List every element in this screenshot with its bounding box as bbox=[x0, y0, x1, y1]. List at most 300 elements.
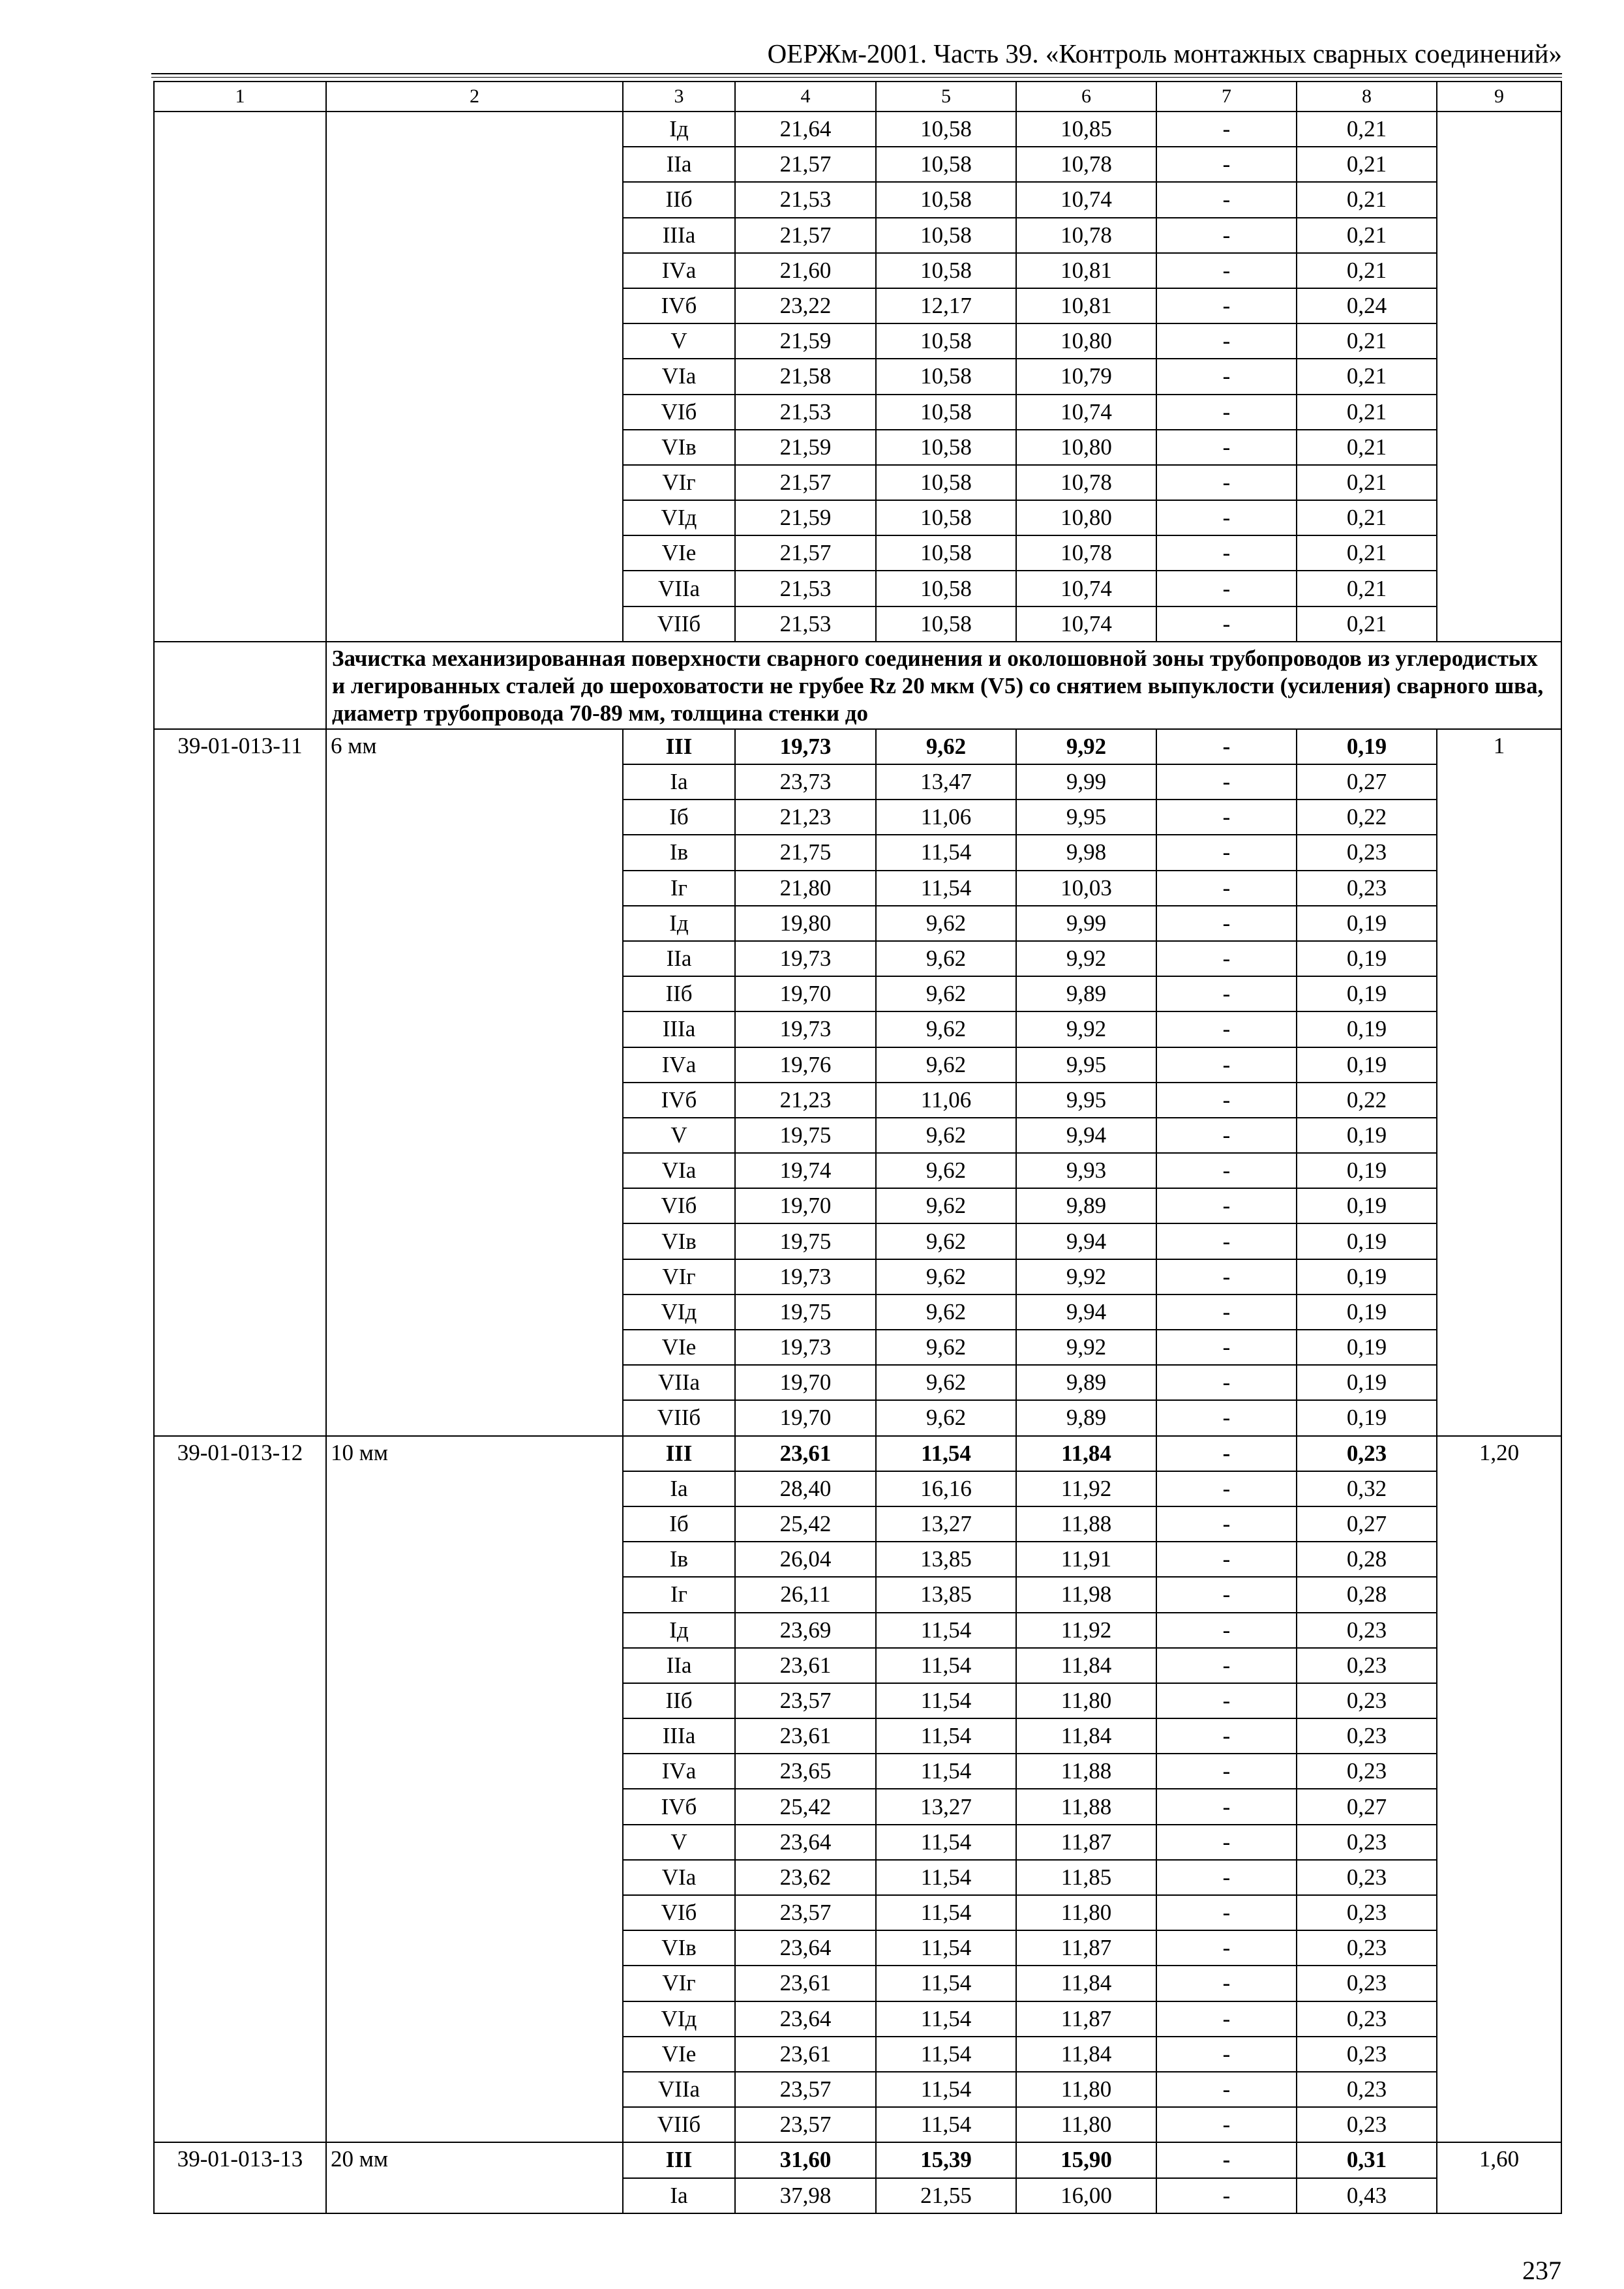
value-cell: 0,23 bbox=[1297, 1930, 1437, 1966]
table-row bbox=[154, 430, 1561, 465]
value-cell: 10,58 bbox=[876, 500, 1016, 535]
value-cell: 9,62 bbox=[876, 906, 1016, 941]
page-number: 237 bbox=[1522, 2256, 1561, 2285]
value-cell: - bbox=[1156, 2001, 1297, 2037]
value-cell: 0,21 bbox=[1297, 606, 1437, 642]
value-cell: 10,74 bbox=[1016, 606, 1156, 642]
value-cell: 23,57 bbox=[735, 2072, 876, 2107]
value-cell: 16,16 bbox=[876, 1471, 1016, 1506]
value-cell: 0,19 bbox=[1297, 1223, 1437, 1259]
value-cell: - bbox=[1156, 571, 1297, 606]
table-row bbox=[154, 288, 1561, 323]
value-cell: 10,58 bbox=[876, 147, 1016, 182]
unit-cell bbox=[1437, 1047, 1561, 1083]
code-cell bbox=[154, 941, 326, 976]
value-cell: 0,23 bbox=[1297, 1966, 1437, 2001]
value-cell: VIIб bbox=[623, 606, 735, 642]
value-cell: 37,98 bbox=[735, 2178, 876, 2213]
value-cell: - bbox=[1156, 1789, 1297, 1824]
value-cell: Iб bbox=[623, 1506, 735, 1542]
value-cell: 0,23 bbox=[1297, 2107, 1437, 2142]
value-cell: 23,69 bbox=[735, 1613, 876, 1648]
code-cell bbox=[154, 1506, 326, 1542]
table-row bbox=[154, 218, 1561, 253]
value-cell: 21,53 bbox=[735, 395, 876, 430]
value-cell: III bbox=[623, 729, 735, 764]
value-cell: Iд bbox=[623, 1613, 735, 1648]
column-number-cell: 8 bbox=[1297, 82, 1437, 112]
table-row bbox=[154, 1930, 1561, 1966]
value-cell: 0,21 bbox=[1297, 571, 1437, 606]
value-cell: - bbox=[1156, 2178, 1297, 2213]
unit-cell bbox=[1437, 1400, 1561, 1435]
value-cell: 10,58 bbox=[876, 359, 1016, 394]
column-number-cell: 3 bbox=[623, 82, 735, 112]
value-cell: 11,84 bbox=[1016, 1718, 1156, 1754]
value-cell: 11,80 bbox=[1016, 2107, 1156, 2142]
value-cell: 10,79 bbox=[1016, 359, 1156, 394]
table-row bbox=[154, 253, 1561, 288]
unit-cell bbox=[1437, 1683, 1561, 1718]
value-cell: - bbox=[1156, 871, 1297, 906]
code-cell bbox=[154, 1047, 326, 1083]
value-cell: 19,73 bbox=[735, 1259, 876, 1294]
value-cell: Iа bbox=[623, 1471, 735, 1506]
value-cell: 0,23 bbox=[1297, 1718, 1437, 1754]
description-cell bbox=[326, 1648, 623, 1683]
value-cell: VIа bbox=[623, 1153, 735, 1188]
value-cell: - bbox=[1156, 288, 1297, 323]
table-row bbox=[154, 1223, 1561, 1259]
table-row bbox=[154, 2037, 1561, 2072]
value-cell: 10,03 bbox=[1016, 871, 1156, 906]
code-cell bbox=[154, 1577, 326, 1612]
value-cell: 0,21 bbox=[1297, 500, 1437, 535]
value-cell: 9,92 bbox=[1016, 1259, 1156, 1294]
value-cell: 13,47 bbox=[876, 764, 1016, 800]
unit-cell bbox=[1437, 1118, 1561, 1153]
value-cell: VIг bbox=[623, 1259, 735, 1294]
value-cell: 12,17 bbox=[876, 288, 1016, 323]
unit-cell bbox=[1437, 1648, 1561, 1683]
value-cell: 0,27 bbox=[1297, 1506, 1437, 1542]
unit-cell bbox=[1437, 395, 1561, 430]
description-cell bbox=[326, 800, 623, 835]
value-cell: - bbox=[1156, 1047, 1297, 1083]
value-cell: 0,23 bbox=[1297, 1613, 1437, 1648]
value-cell: 10,74 bbox=[1016, 395, 1156, 430]
code-cell bbox=[154, 800, 326, 835]
value-cell: - bbox=[1156, 359, 1297, 394]
value-cell: - bbox=[1156, 2142, 1297, 2177]
table-row bbox=[154, 1153, 1561, 1188]
description-cell bbox=[326, 1966, 623, 2001]
description-cell: 10 мм bbox=[326, 1436, 623, 1471]
value-cell: 11,88 bbox=[1016, 1789, 1156, 1824]
value-cell: 11,54 bbox=[876, 835, 1016, 870]
value-cell: - bbox=[1156, 1188, 1297, 1223]
value-cell: 26,11 bbox=[735, 1577, 876, 1612]
value-cell: 11,85 bbox=[1016, 1860, 1156, 1895]
value-cell: 19,80 bbox=[735, 906, 876, 941]
value-cell: 0,21 bbox=[1297, 112, 1437, 147]
table-row bbox=[154, 1471, 1561, 1506]
description-cell bbox=[326, 1047, 623, 1083]
value-cell: - bbox=[1156, 976, 1297, 1011]
code-cell bbox=[154, 764, 326, 800]
value-cell: - bbox=[1156, 323, 1297, 359]
table-row bbox=[154, 906, 1561, 941]
table-row bbox=[154, 1259, 1561, 1294]
value-cell: 9,99 bbox=[1016, 906, 1156, 941]
value-cell: 13,85 bbox=[876, 1542, 1016, 1577]
header-rule bbox=[151, 73, 1562, 74]
unit-cell bbox=[1437, 253, 1561, 288]
table-row bbox=[154, 395, 1561, 430]
value-cell: 10,78 bbox=[1016, 535, 1156, 571]
value-cell: 11,98 bbox=[1016, 1577, 1156, 1612]
value-cell: 10,58 bbox=[876, 323, 1016, 359]
value-cell: 11,84 bbox=[1016, 1966, 1156, 2001]
description-cell bbox=[326, 218, 623, 253]
value-cell: 0,21 bbox=[1297, 465, 1437, 500]
table-row bbox=[154, 182, 1561, 217]
value-cell: - bbox=[1156, 941, 1297, 976]
value-cell: VIд bbox=[623, 2001, 735, 2037]
value-cell: - bbox=[1156, 1083, 1297, 1118]
value-cell: 0,27 bbox=[1297, 764, 1437, 800]
code-cell bbox=[154, 1118, 326, 1153]
value-cell: VIв bbox=[623, 1223, 735, 1259]
description-cell bbox=[326, 1613, 623, 1648]
value-cell: - bbox=[1156, 800, 1297, 835]
value-cell: IIб bbox=[623, 1683, 735, 1718]
table-row bbox=[154, 359, 1561, 394]
code-cell bbox=[154, 1860, 326, 1895]
value-cell: 0,28 bbox=[1297, 1542, 1437, 1577]
unit-cell bbox=[1437, 1613, 1561, 1648]
value-cell: 11,54 bbox=[876, 2037, 1016, 2072]
value-cell: 9,89 bbox=[1016, 976, 1156, 1011]
value-cell: 0,19 bbox=[1297, 1047, 1437, 1083]
value-cell: 11,54 bbox=[876, 1825, 1016, 1860]
value-cell: 11,87 bbox=[1016, 1825, 1156, 1860]
description-cell bbox=[326, 1365, 623, 1400]
description-cell bbox=[326, 2001, 623, 2037]
value-cell: - bbox=[1156, 1153, 1297, 1188]
value-cell: 11,06 bbox=[876, 1083, 1016, 1118]
value-cell: V bbox=[623, 1825, 735, 1860]
description-cell bbox=[326, 182, 623, 217]
value-cell: 9,62 bbox=[876, 1188, 1016, 1223]
unit-cell bbox=[1437, 1860, 1561, 1895]
description-cell bbox=[326, 1930, 623, 1966]
value-cell: IVб bbox=[623, 288, 735, 323]
value-cell: Iг bbox=[623, 1577, 735, 1612]
code-cell bbox=[154, 112, 326, 147]
value-cell: 0,19 bbox=[1297, 1011, 1437, 1047]
value-cell: 10,80 bbox=[1016, 323, 1156, 359]
value-cell: Iа bbox=[623, 2178, 735, 2213]
description-cell bbox=[326, 1825, 623, 1860]
value-cell: 9,95 bbox=[1016, 800, 1156, 835]
code-cell bbox=[154, 1613, 326, 1648]
code-cell bbox=[154, 1259, 326, 1294]
value-cell: 9,94 bbox=[1016, 1223, 1156, 1259]
value-cell: Iв bbox=[623, 835, 735, 870]
unit-cell bbox=[1437, 430, 1561, 465]
value-cell: - bbox=[1156, 1400, 1297, 1435]
value-cell: 19,75 bbox=[735, 1223, 876, 1259]
code-cell bbox=[154, 1223, 326, 1259]
code-cell: 39-01-013-13 bbox=[154, 2142, 326, 2177]
value-cell: 0,27 bbox=[1297, 1789, 1437, 1824]
value-cell: 21,59 bbox=[735, 430, 876, 465]
value-cell: VIд bbox=[623, 1294, 735, 1330]
code-cell bbox=[154, 1718, 326, 1754]
description-cell bbox=[326, 871, 623, 906]
value-cell: 0,19 bbox=[1297, 1294, 1437, 1330]
code-cell bbox=[154, 1895, 326, 1930]
table-row bbox=[154, 976, 1561, 1011]
table-row bbox=[154, 1613, 1561, 1648]
value-cell: VIв bbox=[623, 1930, 735, 1966]
unit-cell bbox=[1437, 976, 1561, 1011]
unit-cell bbox=[1437, 1895, 1561, 1930]
value-cell: 21,57 bbox=[735, 218, 876, 253]
value-cell: 11,54 bbox=[876, 1683, 1016, 1718]
value-cell: - bbox=[1156, 1648, 1297, 1683]
section-heading-row bbox=[154, 642, 1561, 729]
value-cell: 10,58 bbox=[876, 606, 1016, 642]
value-cell: 0,23 bbox=[1297, 1860, 1437, 1895]
value-cell: 19,73 bbox=[735, 1330, 876, 1365]
value-cell: 9,89 bbox=[1016, 1365, 1156, 1400]
value-cell: - bbox=[1156, 1718, 1297, 1754]
table-row bbox=[154, 1047, 1561, 1083]
code-cell bbox=[154, 1153, 326, 1188]
value-cell: 23,64 bbox=[735, 1825, 876, 1860]
description-cell bbox=[326, 835, 623, 870]
table-row bbox=[154, 1754, 1561, 1789]
table-row bbox=[154, 941, 1561, 976]
value-cell: IIа bbox=[623, 147, 735, 182]
value-cell: 9,62 bbox=[876, 1365, 1016, 1400]
code-cell bbox=[154, 871, 326, 906]
table-row bbox=[154, 1506, 1561, 1542]
description-cell bbox=[326, 430, 623, 465]
code-cell: 39-01-013-12 bbox=[154, 1436, 326, 1471]
value-cell: - bbox=[1156, 1966, 1297, 2001]
unit-cell bbox=[1437, 2072, 1561, 2107]
unit-cell bbox=[1437, 571, 1561, 606]
value-cell: - bbox=[1156, 1754, 1297, 1789]
description-cell bbox=[326, 147, 623, 182]
code-cell bbox=[154, 2037, 326, 2072]
code-cell bbox=[154, 1966, 326, 2001]
value-cell: IIIа bbox=[623, 1718, 735, 1754]
value-cell: 23,57 bbox=[735, 1683, 876, 1718]
unit-cell bbox=[1437, 2037, 1561, 2072]
value-cell: 10,78 bbox=[1016, 218, 1156, 253]
value-cell: - bbox=[1156, 1542, 1297, 1577]
description-cell bbox=[326, 976, 623, 1011]
unit-cell bbox=[1437, 500, 1561, 535]
value-cell: 10,58 bbox=[876, 395, 1016, 430]
value-cell: 0,19 bbox=[1297, 1259, 1437, 1294]
description-cell bbox=[326, 1718, 623, 1754]
value-cell: 0,19 bbox=[1297, 729, 1437, 764]
unit-cell bbox=[1437, 2107, 1561, 2142]
table-row bbox=[154, 1436, 1561, 1471]
value-cell: - bbox=[1156, 430, 1297, 465]
table-row bbox=[154, 1294, 1561, 1330]
table-row bbox=[154, 606, 1561, 642]
value-cell: Iд bbox=[623, 906, 735, 941]
unit-cell bbox=[1437, 1153, 1561, 1188]
value-cell: 0,19 bbox=[1297, 976, 1437, 1011]
description-cell bbox=[326, 1083, 623, 1118]
value-cell: 10,80 bbox=[1016, 430, 1156, 465]
value-cell: IVа bbox=[623, 253, 735, 288]
value-cell: 21,58 bbox=[735, 359, 876, 394]
value-cell: 0,23 bbox=[1297, 2072, 1437, 2107]
value-cell: VIа bbox=[623, 359, 735, 394]
description-cell bbox=[326, 1789, 623, 1824]
value-cell: 21,75 bbox=[735, 835, 876, 870]
value-cell: - bbox=[1156, 1436, 1297, 1471]
description-cell bbox=[326, 253, 623, 288]
value-cell: 0,21 bbox=[1297, 182, 1437, 217]
value-cell: 9,95 bbox=[1016, 1083, 1156, 1118]
value-cell: - bbox=[1156, 2107, 1297, 2142]
table-row bbox=[154, 2001, 1561, 2037]
value-cell: IVб bbox=[623, 1083, 735, 1118]
table-row bbox=[154, 1895, 1561, 1930]
value-cell: - bbox=[1156, 253, 1297, 288]
column-number-cell: 9 bbox=[1437, 82, 1561, 112]
value-cell: IVа bbox=[623, 1047, 735, 1083]
value-cell: 23,61 bbox=[735, 2037, 876, 2072]
value-cell: - bbox=[1156, 1365, 1297, 1400]
value-cell: VIд bbox=[623, 500, 735, 535]
value-cell: 23,73 bbox=[735, 764, 876, 800]
value-cell: 10,58 bbox=[876, 571, 1016, 606]
code-cell bbox=[154, 1825, 326, 1860]
value-cell: IIа bbox=[623, 1648, 735, 1683]
value-cell: - bbox=[1156, 182, 1297, 217]
value-cell: 0,21 bbox=[1297, 535, 1437, 571]
value-cell: 10,58 bbox=[876, 182, 1016, 217]
value-cell: 9,94 bbox=[1016, 1118, 1156, 1153]
value-cell: IIIа bbox=[623, 218, 735, 253]
value-cell: 23,62 bbox=[735, 1860, 876, 1895]
code-cell bbox=[154, 2107, 326, 2142]
unit-cell bbox=[1437, 1259, 1561, 1294]
value-cell: 9,62 bbox=[876, 1400, 1016, 1435]
value-cell: 0,43 bbox=[1297, 2178, 1437, 2213]
value-cell: 19,73 bbox=[735, 941, 876, 976]
value-cell: - bbox=[1156, 535, 1297, 571]
unit-cell bbox=[1437, 218, 1561, 253]
value-cell: - bbox=[1156, 147, 1297, 182]
description-cell bbox=[326, 2072, 623, 2107]
value-cell: 10,58 bbox=[876, 218, 1016, 253]
value-cell: 11,54 bbox=[876, 1718, 1016, 1754]
code-cell bbox=[154, 1471, 326, 1506]
value-cell: 19,76 bbox=[735, 1047, 876, 1083]
value-cell: IIа bbox=[623, 941, 735, 976]
table-row bbox=[154, 535, 1561, 571]
unit-cell bbox=[1437, 941, 1561, 976]
value-cell: 11,54 bbox=[876, 1754, 1016, 1789]
value-cell: 0,21 bbox=[1297, 147, 1437, 182]
unit-cell bbox=[1437, 1930, 1561, 1966]
value-cell: 0,21 bbox=[1297, 218, 1437, 253]
column-number-cell: 4 bbox=[735, 82, 876, 112]
value-cell: 9,92 bbox=[1016, 1011, 1156, 1047]
value-cell: IIб bbox=[623, 976, 735, 1011]
value-cell: VIе bbox=[623, 2037, 735, 2072]
code-cell bbox=[154, 642, 326, 729]
description-cell bbox=[326, 1754, 623, 1789]
description-cell bbox=[326, 2037, 623, 2072]
unit-cell bbox=[1437, 323, 1561, 359]
value-cell: 23,64 bbox=[735, 2001, 876, 2037]
value-cell: 11,84 bbox=[1016, 1648, 1156, 1683]
value-cell: 0,21 bbox=[1297, 430, 1437, 465]
value-cell: - bbox=[1156, 729, 1297, 764]
description-cell bbox=[326, 606, 623, 642]
value-cell: 21,55 bbox=[876, 2178, 1016, 2213]
description-cell bbox=[326, 1118, 623, 1153]
value-cell: 23,61 bbox=[735, 1436, 876, 1471]
code-cell bbox=[154, 2178, 326, 2213]
value-cell: - bbox=[1156, 1860, 1297, 1895]
value-cell: 0,21 bbox=[1297, 323, 1437, 359]
code-cell bbox=[154, 465, 326, 500]
value-cell: - bbox=[1156, 1118, 1297, 1153]
value-cell: 19,73 bbox=[735, 729, 876, 764]
description-cell bbox=[326, 1683, 623, 1718]
value-cell: 9,98 bbox=[1016, 835, 1156, 870]
value-cell: VIб bbox=[623, 1188, 735, 1223]
table-row bbox=[154, 1083, 1561, 1118]
description-cell bbox=[326, 288, 623, 323]
unit-cell bbox=[1437, 1577, 1561, 1612]
value-cell: V bbox=[623, 323, 735, 359]
value-cell: - bbox=[1156, 1930, 1297, 1966]
value-cell: - bbox=[1156, 1506, 1297, 1542]
value-cell: 0,23 bbox=[1297, 1436, 1437, 1471]
value-cell: 0,32 bbox=[1297, 1471, 1437, 1506]
value-cell: - bbox=[1156, 112, 1297, 147]
unit-cell bbox=[1437, 871, 1561, 906]
value-cell: VIг bbox=[623, 465, 735, 500]
description-cell bbox=[326, 1188, 623, 1223]
code-cell bbox=[154, 1365, 326, 1400]
code-cell bbox=[154, 1011, 326, 1047]
value-cell: 11,88 bbox=[1016, 1506, 1156, 1542]
value-cell: 10,58 bbox=[876, 253, 1016, 288]
value-cell: - bbox=[1156, 1471, 1297, 1506]
description-cell bbox=[326, 1542, 623, 1577]
column-number-cell: 7 bbox=[1156, 82, 1297, 112]
value-cell: 9,62 bbox=[876, 1259, 1016, 1294]
table-row bbox=[154, 1825, 1561, 1860]
value-cell: VIг bbox=[623, 1966, 735, 2001]
code-cell: 39-01-013-11 bbox=[154, 729, 326, 764]
